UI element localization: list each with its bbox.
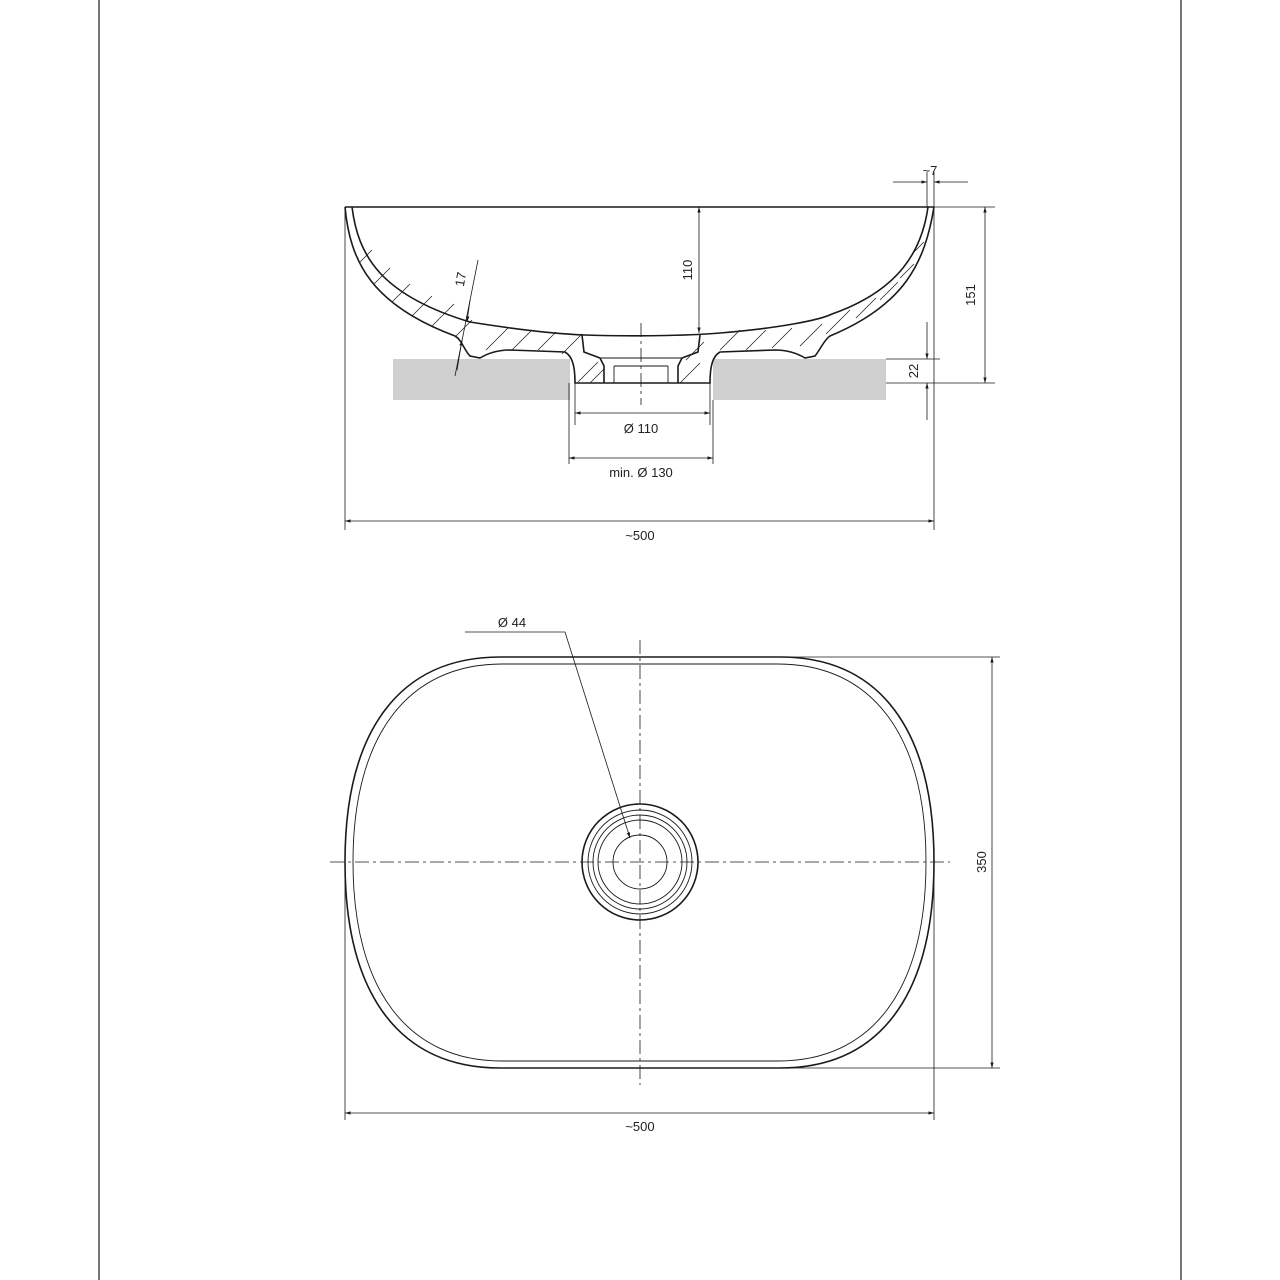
dim-top-width-label: ~500 xyxy=(625,1119,655,1134)
bowl-outer-shell xyxy=(345,207,934,383)
dim-drain-label: Ø 110 xyxy=(623,421,659,436)
top-plan-view xyxy=(330,615,1000,1134)
dim-waste-label: Ø 44 xyxy=(497,615,527,630)
dim-total-height-label: 151 xyxy=(963,284,978,306)
dim-cutout-label: min. Ø 130 xyxy=(609,465,673,480)
dim-rim-label: ~7 xyxy=(922,163,938,178)
dim-wall-label: 17 xyxy=(451,270,470,288)
basin-outer-contour xyxy=(345,657,934,1068)
side-section-view xyxy=(345,163,995,543)
dim-side-width-label: ~500 xyxy=(625,528,655,543)
countertop-left xyxy=(393,359,570,400)
dim-waste-leader xyxy=(565,632,630,838)
dim-base-label: 22 xyxy=(906,363,921,379)
bowl-inner-shell xyxy=(352,207,928,336)
dim-bowl-depth-label: 110 xyxy=(680,259,695,281)
dim-depth-label: 350 xyxy=(974,851,989,873)
basin-inner-contour xyxy=(353,664,926,1061)
dim-wall-arrow-1 xyxy=(467,300,470,322)
countertop-right xyxy=(713,359,886,400)
